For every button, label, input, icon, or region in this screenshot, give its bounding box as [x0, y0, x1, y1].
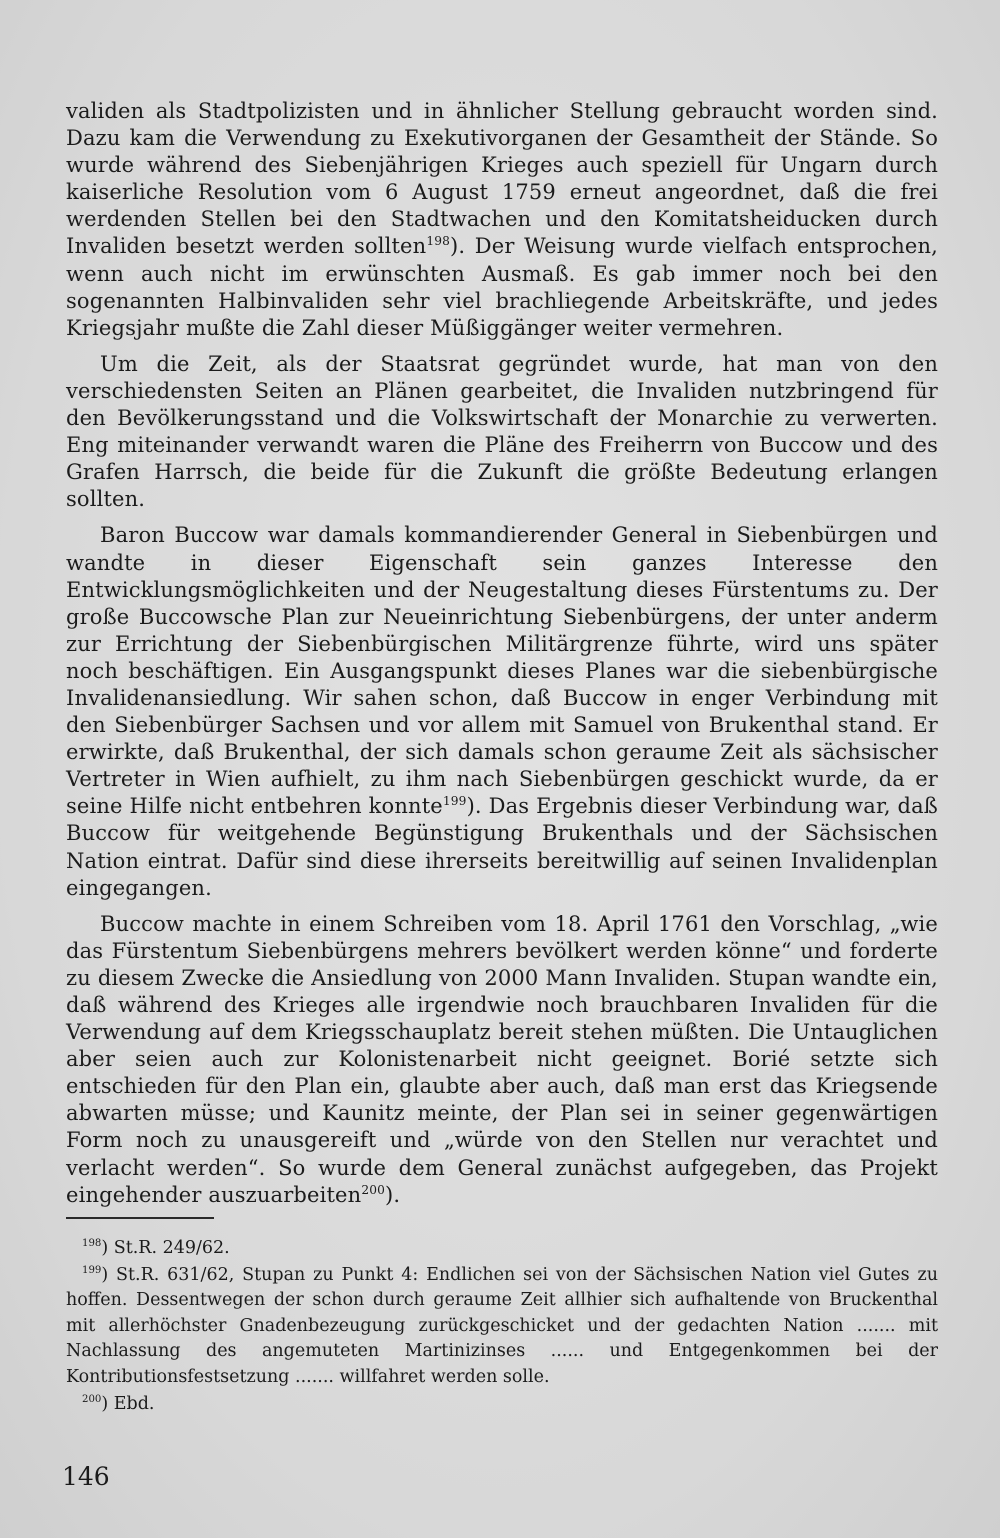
footnote: [66, 1263, 938, 1391]
footnote-reference: 200: [361, 1182, 385, 1197]
paragraph-text: ).: [385, 1182, 401, 1207]
page-number: 146: [62, 1462, 110, 1491]
paragraph: [66, 98, 938, 342]
footnote-divider: [66, 1217, 214, 1219]
footnote-number: 198: [82, 1238, 102, 1250]
paragraph-text: ). Der Weisung wurde vielfach entsprochen, wenn auch nicht im erwünschten Ausmaß. Es gab immer noch bei den sogenannten Halbinvaliden sehr viel brachliegende Arbeitskräfte, und jedes Kriegsjahr mußte die Zahl dieser Müßiggänger weiter vermehren.: [66, 234, 938, 340]
paragraph-text: Buccow machte in einem Schreiben vom 18. April 1761 den Vorschlag, „wie das Fürstentum Siebenbürgens mehrers bevölkert werden könne“ und forderte zu diesem Zwecke die Ansiedlung von 2000 Mann Invaliden. Stupan wandte ein, daß während des Krieges alle irgendwie noch brauchbaren Invaliden für die Verwendung auf dem Kriegsschauplatz bereit stehen müßten. Die Untauglichen aber seien auch zur Kolonistenarbeit nicht geeignet. Borié setzte sich entschieden für den Plan ein, glaubte aber auch, daß man erst das Kriegsende abwarten müsse; und Kaunitz meinte, der Plan sei in seiner gegenwärtigen Form noch zu unausgereift und „würde von den Stellen nur verachtet und verlacht werden“. So wurde dem General zunächst aufgegeben, das Projekt eingehender auszuarbeiten: [66, 911, 938, 1207]
footnote-reference: 199: [442, 794, 467, 809]
paragraph: [66, 911, 938, 1209]
footnote-text: ) St.R. 249/62.: [101, 1238, 230, 1258]
paragraph: [66, 351, 938, 514]
footnote-text: ) St.R. 631/62, Stupan zu Punkt 4: Endlichen sei von der Sächsischen Nation viel Gutes zu hoffen. Dessentwegen der schon durch geraume Zeit allhier sich aufhaltende von Bruckenthal mit allerhöchster Gnadenbezeugung zurückgeschicket und der gedachten Nation ....... mit Nachlassung des angemuteten Martinizinses ...... und Entgegenkommen bei der Kontributionsfestsetzung ....... willfahret werden solle.: [66, 1264, 938, 1387]
footnote-number: 200: [82, 1393, 102, 1405]
paragraph-text: Baron Buccow war damals kommandierender General in Siebenbürgen und wandte in dieser Eigenschaft sein ganzes Interesse den Entwicklungsmöglichkeiten und der Neugestaltung dieses Fürstentums zu. Der große Buccowsche Plan zur Neueinrichtung Siebenbürgens, der unter anderm zur Errichtung der Siebenbürgischen Militärgrenze führte, wird uns später noch beschäftigen. Ein Ausgangspunkt dieses Planes war die siebenbürgische Invalidenansiedlung. Wir sahen schon, daß Buccow in enger Verbindung mit den Siebenbürger Sachsen und vor allem mit Samuel von Brukenthal stand. Er erwirkte, daß Brukenthal, der sich damals schon geraume Zeit als sächsischer Vertreter in Wien aufhielt, zu ihm nach Siebenbürgen geschickt wurde, da er seine Hilfe nicht entbehren konnte: [66, 523, 938, 819]
paragraph: [66, 522, 938, 901]
footnote: [66, 1392, 938, 1418]
paragraph-text: ). Das Ergebnis dieser Verbindung war, daß Buccow für weitgehende Begünstigung Brukenthals und der Sächsischen Nation eintrat. Dafür sind diese ihrerseits bereitwillig auf seinen Invalidenplan eingegangen.: [66, 794, 938, 900]
paragraph-text: Um die Zeit, als der Staatsrat gegründet wurde, hat man von den verschiedensten Seiten an Plänen gearbeitet, die Invaliden nutzbringend für den Bevölkerungsstand und die Volkswirtschaft der Monarchie zu verwerten. Eng miteinander verwandt waren die Pläne des Freiherrn von Buccow und des Grafen Harrsch, die beide für die Zukunft die größte Bedeutung erlangen sollten.: [66, 351, 938, 512]
footnote-text: ) Ebd.: [101, 1393, 155, 1414]
footnote: [66, 1236, 938, 1262]
footnote-reference: 198: [426, 234, 450, 249]
paragraph-text: validen als Stadtpolizisten und in ähnlicher Stellung gebraucht worden sind. Dazu kam die Verwendung zu Exekutivorganen der Gesamtheit der Stände. So wurde während des Siebenjährigen Krieges auch speziell für Ungarn durch kaiserliche Resolution vom 6 August 1759 erneut angeordnet, daß die frei werdenden Stellen bei den Stadtwachen und den Komitatsheiducken durch Invaliden besetzt werden sollten: [66, 99, 938, 259]
footnotes: [66, 1236, 938, 1418]
footnote-number: 199: [82, 1264, 102, 1276]
body-text: [66, 98, 938, 1218]
